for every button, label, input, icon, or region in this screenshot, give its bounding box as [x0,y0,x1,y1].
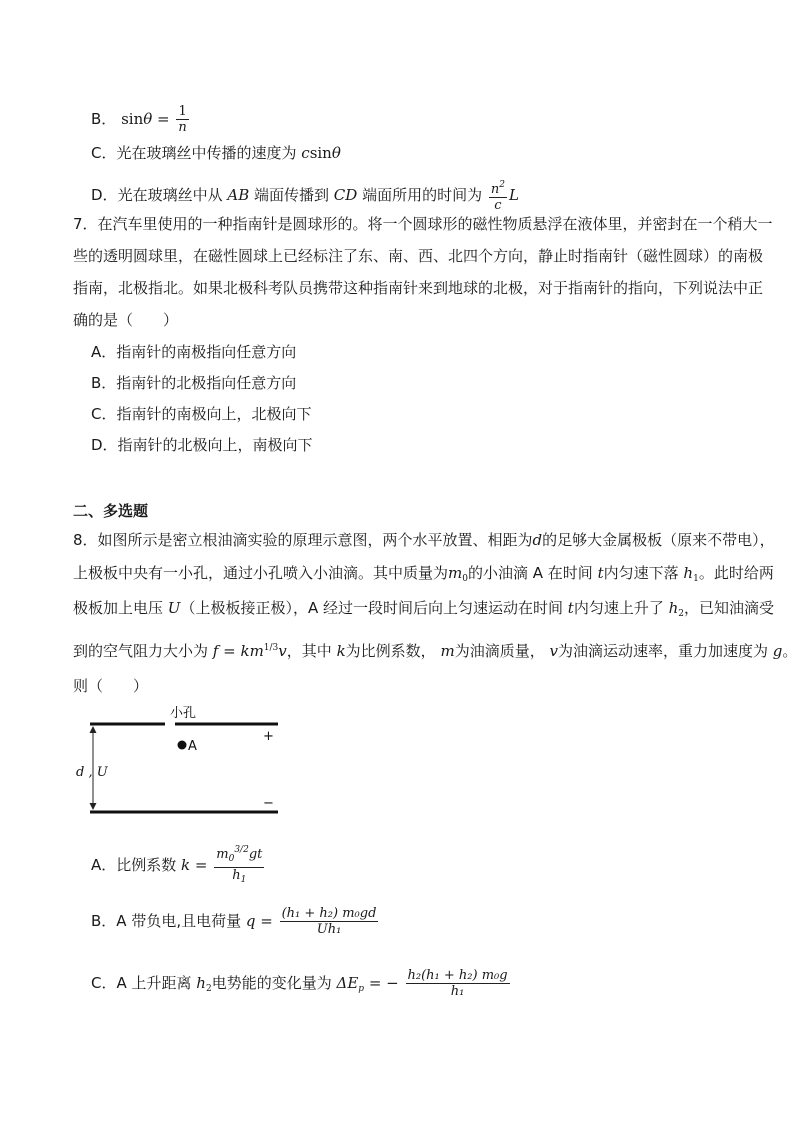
option-label: B． [91,110,117,128]
q7-stem-line: 些的透明圆球里，在磁性圆球上已经标注了东、南、西、北四个方向，静止时指南针（磁性圆球）的南极 [73,247,764,265]
q7-option-b: B．指南针的北极指向任意方向 [91,374,297,392]
plus-sign: + [263,729,274,744]
q7-stem-line: 确的是（ ） [73,311,179,329]
drop-label: A [188,739,197,754]
q8-stem-line-5: 则（ ） [73,677,149,695]
q8-option-c: C．A 上升距离 $h_2$电势能的变化量为 $\Delta E_p$ = − $\frac{\text{h₂(h₁ + h₂) m₀g}}{\text{h₁}}$ [91,968,508,999]
fraction: $\frac{1}{n}$ [178,104,187,135]
q7-option-a: A．指南针的南极指向任意方向 [91,343,297,361]
q6-option-d: D．光在玻璃丝中从 AB 端面传播到 CD 端面所用的时间为 $\frac{n^2}{c}$ L [91,180,519,213]
fraction: $\frac{\text{(h₁ + h₂) m₀gd}}{\text{Uh₁}}$ [281,906,377,937]
distance-arrow-head-top [90,726,97,733]
q8-stem-line-2: 上极板中央有一小孔，通过小孔喷入小油滴。其中质量为$m_0$的小油滴 A 在时间 t内匀速下落 $h_1$。此时给两 [73,564,774,584]
distance-arrow-head-bottom [90,803,97,810]
q7-stem-line: 指南，北极指北。如果北极科考队员携带这种指南针来到地球的北极，对于指南针的指向，下列说法中正 [73,279,764,297]
fraction: $\frac{m_0^{3/2}gt}{h_1}$ [216,845,263,885]
millikan-diagram [70,700,310,825]
q8-option-a: A．比例系数 k = $\frac{m_0^{3/2}gt}{h_1}$ [91,843,266,888]
plate-distance-voltage-label: d , U [76,765,108,780]
q8-stem-line-1: 8．如图所示是密立根油滴实验的原理示意图，两个水平放置、相距为d的足够大金属极板（原来不带电）， [73,531,775,549]
q8-option-b: B．A 带负电,且电荷量 q = $\frac{\text{(h₁ + h₂) m₀gd}}{\text{Uh₁}}$ [91,906,377,937]
q6-option-b: B． sinθ = $\frac{1}{n}$ [91,104,187,135]
q7-option-c: C．指南针的南极向上，北极向下 [91,405,312,423]
fraction: $\frac{n^2}{c}$ [490,180,505,213]
q8-stem-line-4: 到的空气阻力大小为 $f = km^{1/3}v$，其中 k为比例系数， m为油滴质量， v为油滴运动速率，重力加速度为 g。 [73,642,797,660]
hole-label: 小孔 [170,706,197,721]
q7-stem-line: 7．在汽车里使用的一种指南针是圆球形的。将一个圆球形的磁性物质悬浮在液体里，并密封在一个稍大一 [73,215,773,233]
minus-sign: − [263,796,274,811]
fraction: $\frac{\text{h₂(h₁ + h₂) m₀g}}{\text{h₁}}$ [407,968,508,999]
section-title: 二、多选题 [73,502,149,520]
q8-stem-line-3: 极板加上电压 U（上极板接正极），A 经过一段时间后向上匀速运动在时间 t内匀速上升了 $h_2$，已知油滴受 [73,599,775,619]
q6-option-c: C．光在玻璃丝中传播的速度为 csinθ [91,144,341,162]
q7-option-d: D．指南针的北极向上，南极向下 [91,436,313,454]
oil-drop [178,741,187,750]
